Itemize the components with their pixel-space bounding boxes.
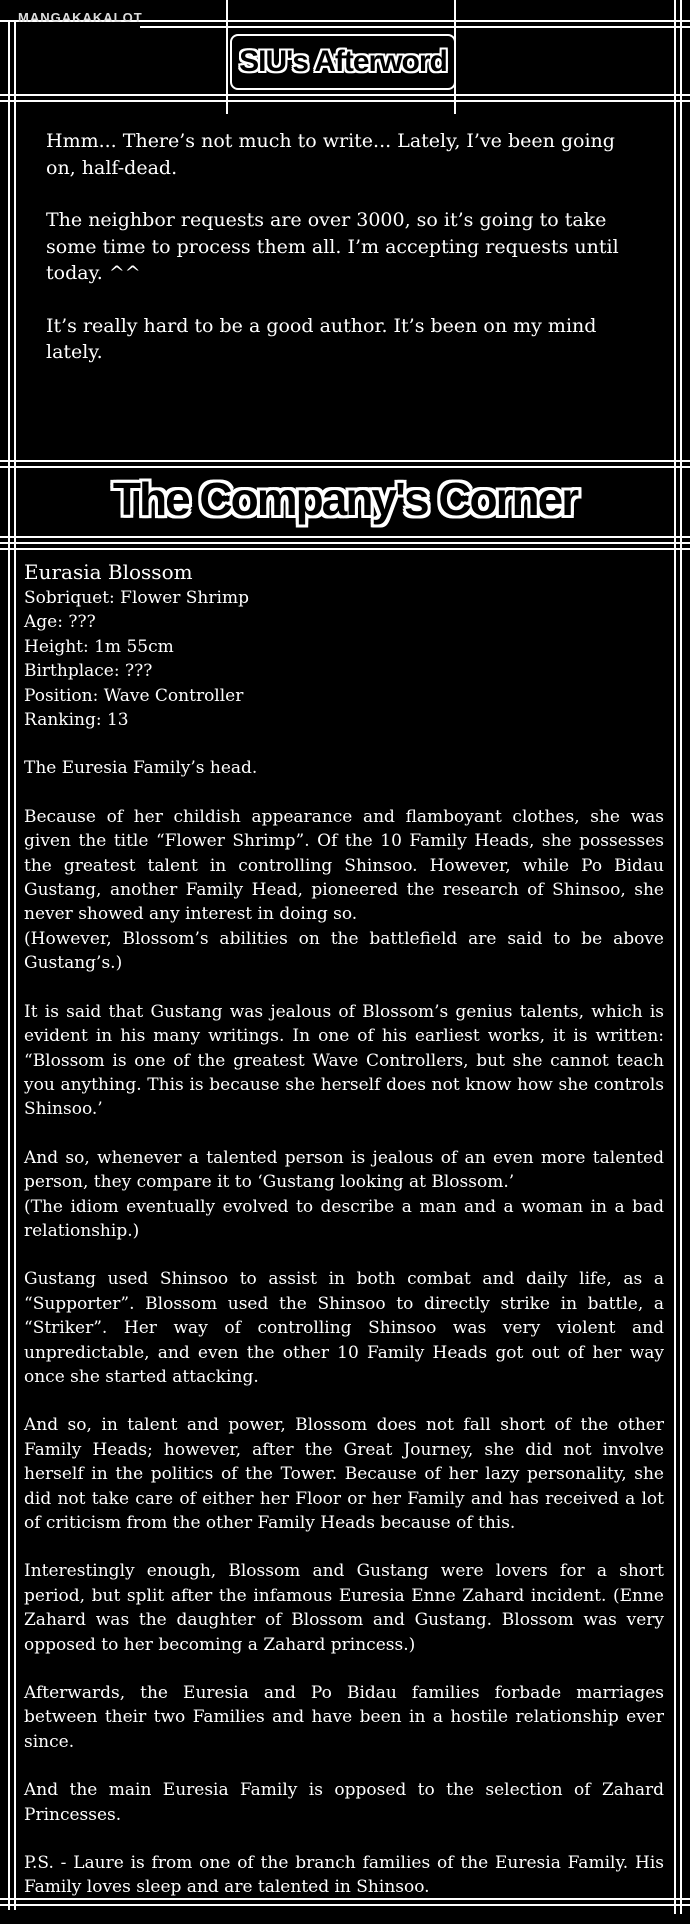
bio-paragraph: It is said that Gustang was jealous of Blossom’s genius talents, which is evident in his many writings. In one of his earliest works, it is written: “Blossom is one of the greatest Wave Controllers, but she cannot teach you anything. This is because she herself does not know how she controls Shinsoo.’ xyxy=(24,1001,664,1120)
right-border-1 xyxy=(674,0,676,1914)
bio-paragraph: Gustang used Shinsoo to assist in both combat and daily life, as a “Supporter”. Blossom used the Shinsoo to directly strike in battle, a “Striker”. Her way of controlling Shinsoo was very violent and unpredictable, and even the other 10 Family Heads got out of her way once she started attacking. xyxy=(24,1269,664,1387)
left-border-2 xyxy=(14,20,16,1910)
afterword-paragraph: It’s really hard to be a good author. It’s been on my mind lately. xyxy=(46,314,597,363)
mid-rule-3 xyxy=(0,536,690,538)
corner-title: The Company's Corner xyxy=(112,473,578,525)
top-rule-3 xyxy=(0,94,690,96)
site-logo: MANGAKAKALOT xyxy=(18,10,143,25)
top-rule-4 xyxy=(0,100,690,102)
stat-position: Position: Wave Controller xyxy=(24,685,244,706)
bio-paragraph: The Euresia Family’s head. xyxy=(24,758,258,779)
mid-rule-1 xyxy=(0,460,690,462)
stat-height: Height: 1m 55cm xyxy=(24,636,174,657)
bio-paragraph: And so, in talent and power, Blossom does not fall short of the other Family Heads; however, after the Great Journey, she did not involve herself in the politics of the Tower. Because of her lazy personality, she did not take care of either her Floor or her Family and has received a lot of criticism from the other Family Heads because of this. xyxy=(24,1415,664,1533)
character-stats xyxy=(24,586,664,732)
character-bio xyxy=(24,558,664,1924)
stat-birthplace: Birthplace: ??? xyxy=(24,661,153,682)
afterword-title-box xyxy=(230,34,456,90)
bio-paragraph: And so, whenever a talented person is jealous of an even more talented person, they compare it to ‘Gustang looking at Blossom.’ xyxy=(24,1147,664,1193)
afterword-title: SIU's Afterword xyxy=(239,45,447,78)
top-rule-2 xyxy=(140,26,690,28)
title-post-left xyxy=(226,0,228,114)
afterword-paragraph: Hmm... There’s not much to write... Lately, I’ve been going on, half-dead. xyxy=(46,130,615,179)
character-name: Eurasia Blossom xyxy=(24,560,193,584)
bio-paragraph: (The idiom eventually evolved to describe a man and a woman in a bad relationship.) xyxy=(24,1196,664,1241)
mid-rule-4 xyxy=(0,542,690,544)
mid-rule-2 xyxy=(0,466,690,468)
afterword-body xyxy=(46,128,646,392)
mid-rule-5 xyxy=(0,548,690,550)
stat-ranking: Ranking: 13 xyxy=(24,710,129,731)
bio-paragraph: Because of her childish appearance and flamboyant clothes, she was given the title “Flower Shrimp”. Of the 10 Family Heads, she possesses the greatest talent in controlling Shinsoo. However, while Po Bidau Gustang, another Family Head, pioneered the research of Shinsoo, she never showed any interest in doing so. xyxy=(24,806,664,925)
bio-paragraph: P.S. - Laure is from one of the branch families of the Euresia Family. His Family loves sleep and are talented in Shinsoo. xyxy=(24,1853,664,1898)
stat-age: Age: ??? xyxy=(24,612,96,633)
stat-sobriquet: Sobriquet: Flower Shrimp xyxy=(24,588,249,608)
bio-paragraph: And the main Euresia Family is opposed to the selection of Zahard Princesses. xyxy=(24,1780,664,1825)
afterword-paragraph: The neighbor requests are over 3000, so it’s going to take some time to process them all. I’m accepting requests until today. ^^ xyxy=(46,209,619,284)
bio-paragraph: Afterwards, the Euresia and Po Bidau families forbade marriages between their two Families and have been in a hostile relationship ever since. xyxy=(24,1683,664,1752)
left-border-1 xyxy=(8,20,10,1910)
bio-paragraph: (However, Blossom’s abilities on the battlefield are said to be above Gustang’s.) xyxy=(24,928,664,974)
right-border-2 xyxy=(680,0,682,1914)
bio-paragraph: Interestingly enough, Blossom and Gustang were lovers for a short period, but split after the infamous Euresia Enne Zahard incident. (Enne Zahard was the daughter of Blossom and Gustang. Blossom was very opposed to her becoming a Zahard princess.) xyxy=(24,1561,664,1655)
